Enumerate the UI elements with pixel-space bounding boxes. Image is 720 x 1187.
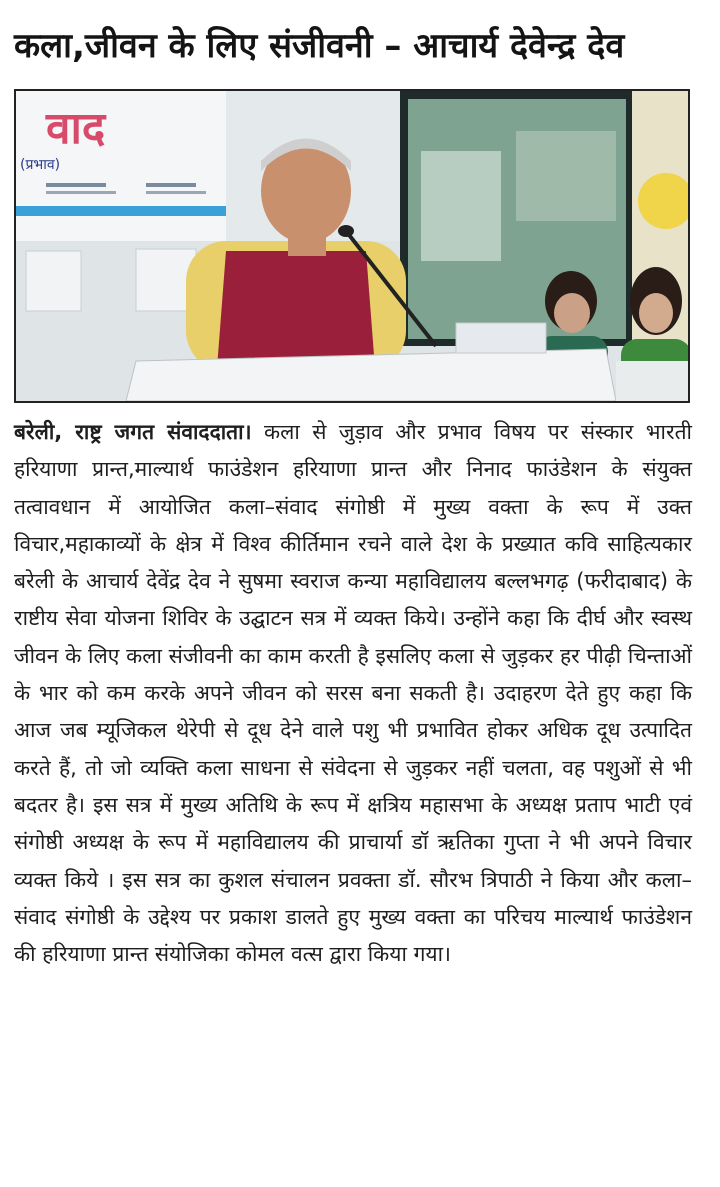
banner-text: वाद	[46, 103, 106, 154]
article-text: कला से जुड़ाव और प्रभाव विषय पर संस्कार भारती हरियाणा प्रान्त,माल्यार्थ फाउंडेशन हरियाणा प्रान्त और निनाद फाउंडेशन के संयुक्त तत्वावधान में आयोजित कला–संवाद संगोष्ठी में मुख्य वक्ता के रूप में उक्त विचार,महाकाव्यों के क्षेत्र में विश्व कीर्तिमान रचने वाले देश के प्रख्यात कवि साहित्यकार बरेली के आचार्य देवेंद्र देव ने सुषमा स्वराज कन्या महाविद्यालय बल्लभगढ़ (फरीदाबाद) के राष्टीय सेवा योजना शिविर के उद्घाटन सत्र में व्यक्त किये। उन्होंने कहा कि दीर्घ और स्वस्थ जीवन के लिए कला संजीवनी का काम करती है इसलिए कला से जुड़कर हर पीढ़ी चिन्ताओं के भार को कम करके अपने जीवन को सरस बना सकती है। उदाहरण देते हुए कहा कि आज जब म्यूजिकल थेरेपी से दूध देने वाले पशु भी प्रभावित होकर अधिक दूध उत्पादित करते हैं, तो जो व्यक्ति कला साधना से संवेदना से जुड़कर नहीं चलता, वह पशुओं से भी बदतर है। इस सत्र में मुख्य अतिथि के रूप में क्षत्रिय महासभा के अध्यक्ष प्रताप भाटी एवं संगोष्ठी अध्यक्ष के रूप में महाविद्यालय की प्राचार्या डॉ ऋतिका गुप्ता ने भी अपने विचार व्यक्त किये । इस सत्र का कुशल संचालन प्रवक्ता डॉ. सौरभ त्रिपाठी ने किया और कला–संवाद संगोष्ठी के उद्देश्य पर प्रकाश डालते हुए मुख्य वक्ता का परिचय माल्यार्थ फाउंडेशन की हरियाणा प्रान्त संयोजिका कोमल वत्स द्वारा किया गया।	[14, 420, 692, 967]
projector-screen	[400, 91, 632, 346]
article-body	[14, 414, 692, 973]
headline: कला,जीवन के लिए संजीवनी – आचार्य देवेन्द्र देव	[14, 26, 625, 66]
news-photo	[14, 89, 690, 403]
byline: बरेली, राष्ट्र जगत संवाददाता।	[14, 420, 252, 444]
banner-subtext: (प्रभाव)	[20, 157, 61, 173]
event-banner	[16, 91, 226, 241]
